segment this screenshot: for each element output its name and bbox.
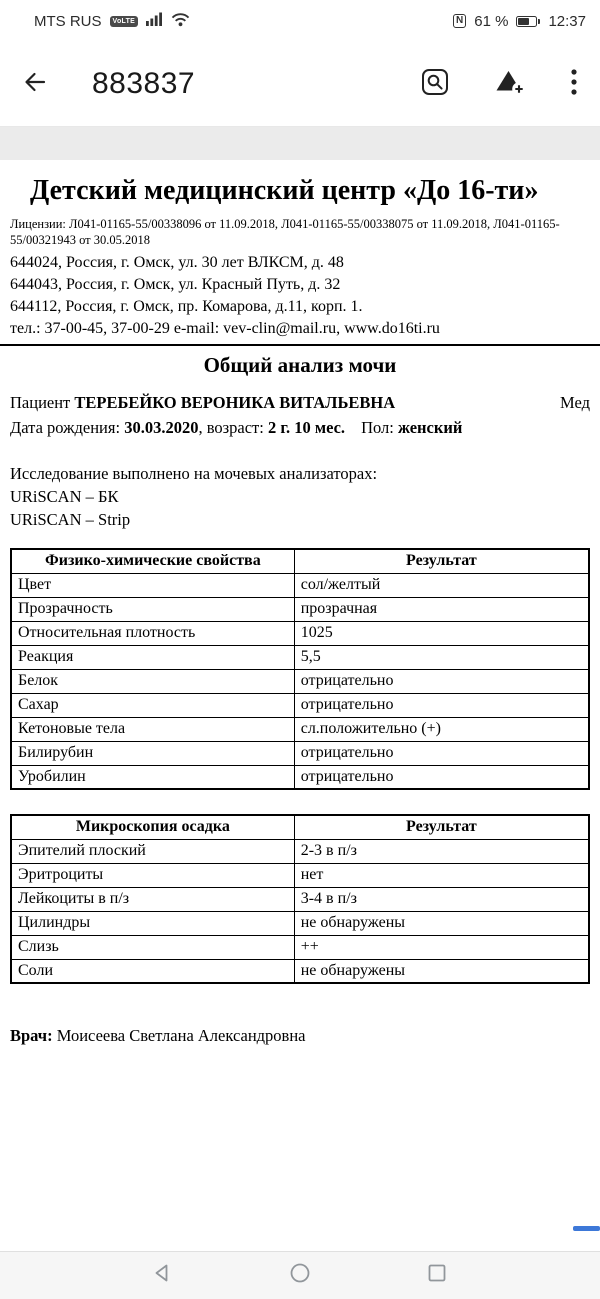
clinic-address-3: 644112, Россия, г. Омск, пр. Комарова, д.11, корп. 1. <box>10 298 363 315</box>
analyzers-block <box>10 462 590 531</box>
analyzer-item: URiSCAN – БК <box>10 487 119 506</box>
patient-name: ТЕРЕБЕЙКО ВЕРОНИКА ВИТАЛЬЕВНА <box>74 393 396 412</box>
sex-value: женский <box>397 418 463 437</box>
table-row <box>11 669 589 693</box>
clinic-licenses: Лицензии: Л041-01165-55/00338096 от 11.09.2018, Л041-01165-55/00338075 от 11.09.2018, Л041-01165-55/00321943 от 30.05.2018 <box>10 217 560 247</box>
table-row <box>11 645 589 669</box>
clinic-address-1: 644024, Россия, г. Омск, ул. 30 лет ВЛКСМ, д. 48 <box>10 254 344 271</box>
viewer-background <box>0 127 600 160</box>
result-cell: нет <box>294 863 589 887</box>
param-cell: Слизь <box>11 935 294 959</box>
result-cell: ++ <box>294 935 589 959</box>
table-header-row <box>11 549 589 573</box>
param-cell: Билирубин <box>11 741 294 765</box>
param-cell: Реакция <box>11 645 294 669</box>
age-label: , возраст: <box>198 418 264 437</box>
analyzer-item: URiSCAN – Strip <box>10 510 131 529</box>
document-page[interactable] <box>0 160 600 1251</box>
column-header: Микроскопия осадка <box>11 815 294 839</box>
patient-label: Пациент <box>10 393 71 412</box>
nav-home-icon <box>288 1261 312 1290</box>
status-bar <box>0 0 600 42</box>
battery-percent-label: 61 % <box>474 12 509 30</box>
report-title: Общий анализ мочи <box>203 353 397 377</box>
table-row <box>11 863 589 887</box>
overflow-menu-icon <box>570 68 578 101</box>
table-row <box>11 717 589 741</box>
result-cell: не обнаружены <box>294 911 589 935</box>
microscopy-table <box>10 814 590 984</box>
result-cell: 5,5 <box>294 645 589 669</box>
sex-label: Пол: <box>361 418 394 437</box>
param-cell: Цилиндры <box>11 911 294 935</box>
table-row <box>11 765 589 789</box>
table-row <box>11 693 589 717</box>
battery-icon <box>516 16 540 27</box>
nav-recents-icon <box>425 1261 449 1290</box>
table-row <box>11 741 589 765</box>
back-arrow-icon <box>22 69 48 100</box>
result-cell: отрицательно <box>294 765 589 789</box>
back-button[interactable] <box>22 69 48 100</box>
wifi-icon <box>171 12 190 31</box>
page-title: 883837 <box>92 67 196 100</box>
scroll-indicator[interactable] <box>573 1226 600 1231</box>
volte-icon: VoLTE <box>110 16 139 27</box>
table-row <box>11 621 589 645</box>
find-in-document-button[interactable] <box>420 67 450 102</box>
android-nav-bar <box>0 1251 600 1299</box>
nav-back-button[interactable] <box>151 1261 175 1290</box>
result-cell: отрицательно <box>294 693 589 717</box>
carrier-label: MTS RUS <box>34 12 102 30</box>
overflow-menu-button[interactable] <box>570 68 578 101</box>
param-cell: Цвет <box>11 573 294 597</box>
table-row <box>11 959 589 983</box>
physico-chemical-table <box>10 548 590 790</box>
param-cell: Сахар <box>11 693 294 717</box>
add-to-drive-icon <box>494 67 526 102</box>
param-cell: Уробилин <box>11 765 294 789</box>
nav-recents-button[interactable] <box>425 1261 449 1290</box>
result-cell: сол/желтый <box>294 573 589 597</box>
clinic-title: Детский медицинский центр «До 16-ти» <box>30 175 539 206</box>
result-cell: не обнаружены <box>294 959 589 983</box>
result-cell: 3-4 в п/з <box>294 887 589 911</box>
param-cell: Эпителий плоский <box>11 839 294 863</box>
param-cell: Относительная плотность <box>11 621 294 645</box>
dob-value: 30.03.2020 <box>124 418 199 437</box>
status-bar-left <box>34 12 190 31</box>
result-cell: прозрачная <box>294 597 589 621</box>
table-row <box>11 887 589 911</box>
clinic-contacts: тел.: 37-00-45, 37-00-29 e-mail: vev-clin@mail.ru, www.do16ti.ru <box>10 320 440 337</box>
column-header: Результат <box>294 815 589 839</box>
result-cell: отрицательно <box>294 669 589 693</box>
patient-text <box>10 390 395 415</box>
result-cell: 2-3 в п/з <box>294 839 589 863</box>
nav-home-button[interactable] <box>288 1261 312 1290</box>
age-value: 2 г. 10 мес. <box>267 418 346 437</box>
doctor-label: Врач: <box>10 1026 53 1045</box>
table-row <box>11 935 589 959</box>
med-card-clipped: Мед <box>560 393 590 412</box>
clinic-address-2: 644043, Россия, г. Омск, ул. Красный Путь, д. 32 <box>10 276 341 293</box>
column-header: Результат <box>294 549 589 573</box>
nav-back-icon <box>151 1261 175 1290</box>
analyzers-intro: Исследование выполнено на мочевых анализаторах: <box>10 464 378 483</box>
result-cell: 1025 <box>294 621 589 645</box>
column-header: Физико-химические свойства <box>11 549 294 573</box>
patient-line <box>10 390 590 415</box>
signal-strength-icon <box>146 12 163 30</box>
param-cell: Кетоновые тела <box>11 717 294 741</box>
toolbar-actions <box>420 67 578 102</box>
doctor-line <box>10 1026 590 1046</box>
param-cell: Эритроциты <box>11 863 294 887</box>
table-header-row <box>11 815 589 839</box>
result-cell: отрицательно <box>294 741 589 765</box>
app-toolbar <box>0 42 600 127</box>
param-cell: Белок <box>11 669 294 693</box>
table-row <box>11 839 589 863</box>
result-cell: сл.положительно (+) <box>294 717 589 741</box>
table-row <box>11 573 589 597</box>
table-row <box>11 911 589 935</box>
table-row <box>11 597 589 621</box>
find-in-page-icon <box>420 67 450 102</box>
dob-line <box>10 415 590 440</box>
nfc-icon: N <box>453 14 466 28</box>
status-bar-right <box>453 13 586 30</box>
clock-label: 12:37 <box>548 12 586 30</box>
divider <box>0 344 600 346</box>
param-cell: Прозрачность <box>11 597 294 621</box>
param-cell: Соли <box>11 959 294 983</box>
dob-label: Дата рождения: <box>10 418 121 437</box>
doctor-name: Моисеева Светлана Александровна <box>56 1026 306 1045</box>
add-to-drive-button[interactable] <box>494 67 526 102</box>
param-cell: Лейкоциты в п/з <box>11 887 294 911</box>
